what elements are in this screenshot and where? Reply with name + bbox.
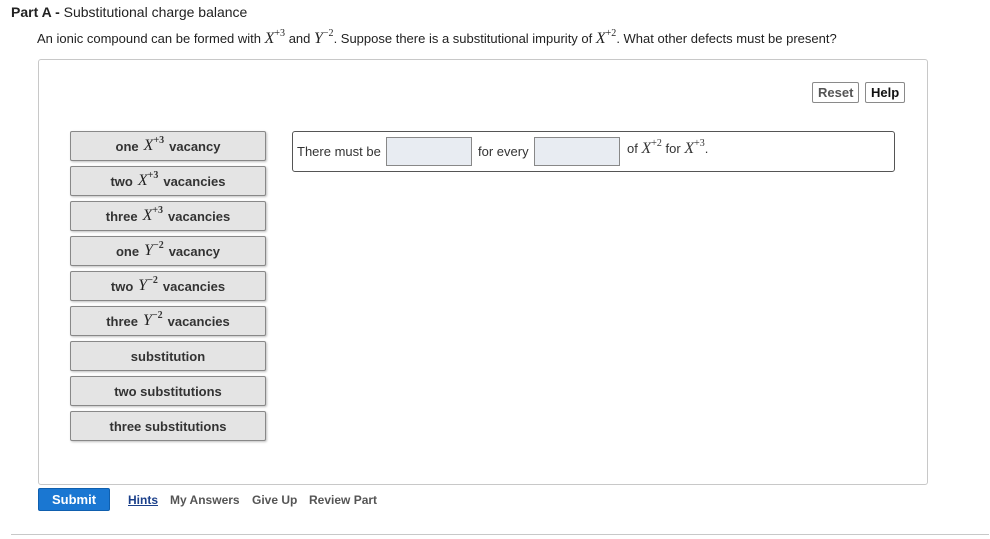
chip-label: vacancy bbox=[168, 243, 221, 259]
chip-label: vacancies bbox=[163, 173, 226, 189]
answer-chip[interactable] bbox=[70, 166, 266, 196]
chip-ion bbox=[138, 172, 158, 190]
impurity-charge: +2 bbox=[605, 28, 617, 39]
part-title: Substitutional charge balance bbox=[63, 4, 248, 20]
hints-link[interactable]: Hints bbox=[128, 493, 158, 507]
answer-chip[interactable] bbox=[70, 271, 266, 301]
chip-ion-charge: +3 bbox=[152, 205, 164, 216]
statement-ion-b: X bbox=[684, 140, 695, 157]
my-answers-link[interactable]: My Answers bbox=[170, 493, 240, 507]
chip-label: vacancies bbox=[167, 313, 230, 329]
review-part-link[interactable]: Review Part bbox=[309, 493, 378, 507]
statement-text-3: of bbox=[627, 141, 638, 156]
statement-text-4: for bbox=[665, 141, 681, 156]
chip-ion-charge: +3 bbox=[147, 170, 159, 181]
statement-tail bbox=[627, 140, 708, 158]
part-header bbox=[11, 4, 247, 20]
chip-ion-symbol: X bbox=[137, 172, 148, 189]
footer-divider bbox=[11, 534, 989, 535]
chip-ion bbox=[138, 277, 158, 295]
impurity-ion: X bbox=[595, 30, 606, 47]
statement-text-2: for every bbox=[478, 144, 529, 159]
answer-chip[interactable] bbox=[70, 236, 266, 266]
chip-count: one bbox=[115, 138, 139, 154]
part-label: Part A - bbox=[11, 4, 60, 20]
ion-x: X bbox=[264, 30, 275, 47]
question-text-2: and bbox=[288, 31, 311, 46]
statement-ion-a-charge: +2 bbox=[651, 138, 662, 149]
chip-ion-symbol: Y bbox=[144, 242, 153, 259]
ion-y: Y bbox=[314, 30, 323, 47]
chip-label: vacancy bbox=[169, 138, 221, 154]
answer-chip[interactable] bbox=[70, 201, 266, 231]
chip-count: three bbox=[106, 313, 138, 329]
chip-label: three substitutions bbox=[109, 418, 227, 434]
question-text-1: An ionic compound can be formed with bbox=[37, 31, 262, 46]
chip-ion bbox=[144, 242, 164, 260]
answer-chip[interactable] bbox=[70, 131, 266, 161]
statement-text-1: There must be bbox=[297, 144, 381, 159]
reset-button[interactable]: Reset bbox=[812, 82, 859, 103]
chip-count: three bbox=[105, 208, 138, 224]
help-button[interactable]: Help bbox=[865, 82, 905, 103]
statement-ion-a: X bbox=[641, 140, 652, 157]
answer-chip[interactable] bbox=[70, 341, 266, 371]
ion-y-charge: −2 bbox=[322, 28, 334, 39]
drop-target-1[interactable] bbox=[386, 137, 472, 166]
question-text-3: . Suppose there is a substitutional impurity of bbox=[333, 31, 593, 46]
submit-button[interactable]: Submit bbox=[38, 488, 110, 511]
chip-label: vacancies bbox=[162, 278, 226, 294]
question-text bbox=[37, 30, 837, 48]
question-text-4: . What other defects must be present? bbox=[616, 31, 837, 46]
answer-chip[interactable] bbox=[70, 411, 266, 441]
chip-ion bbox=[143, 207, 163, 225]
answer-chip[interactable] bbox=[70, 306, 266, 336]
statement-period: . bbox=[704, 141, 709, 156]
chip-ion-symbol: X bbox=[143, 137, 154, 154]
chip-ion-symbol: Y bbox=[143, 312, 152, 329]
chip-ion-charge: −2 bbox=[147, 275, 158, 286]
chip-ion bbox=[144, 137, 164, 155]
drop-target-2[interactable] bbox=[534, 137, 620, 166]
chip-ion-symbol: X bbox=[142, 207, 153, 224]
ion-x-charge: +3 bbox=[274, 28, 286, 39]
chip-ion-charge: −2 bbox=[153, 240, 164, 251]
chip-count: two bbox=[110, 173, 133, 189]
drag-drop-area bbox=[38, 59, 928, 485]
chip-label: substitution bbox=[130, 348, 206, 364]
chip-ion-charge: −2 bbox=[151, 310, 163, 321]
chip-count: one bbox=[115, 243, 140, 259]
statement-ion-b-charge: +3 bbox=[694, 138, 705, 149]
chip-label: vacancies bbox=[168, 208, 231, 224]
chip-label: two substitutions bbox=[114, 383, 222, 399]
chip-count: two bbox=[110, 278, 134, 294]
chip-ion-symbol: Y bbox=[138, 277, 148, 294]
answer-chip[interactable] bbox=[70, 376, 266, 406]
chip-ion-charge: +3 bbox=[153, 135, 165, 146]
give-up-link[interactable]: Give Up bbox=[252, 493, 298, 507]
chip-ion bbox=[143, 312, 163, 330]
answer-statement bbox=[292, 131, 895, 172]
